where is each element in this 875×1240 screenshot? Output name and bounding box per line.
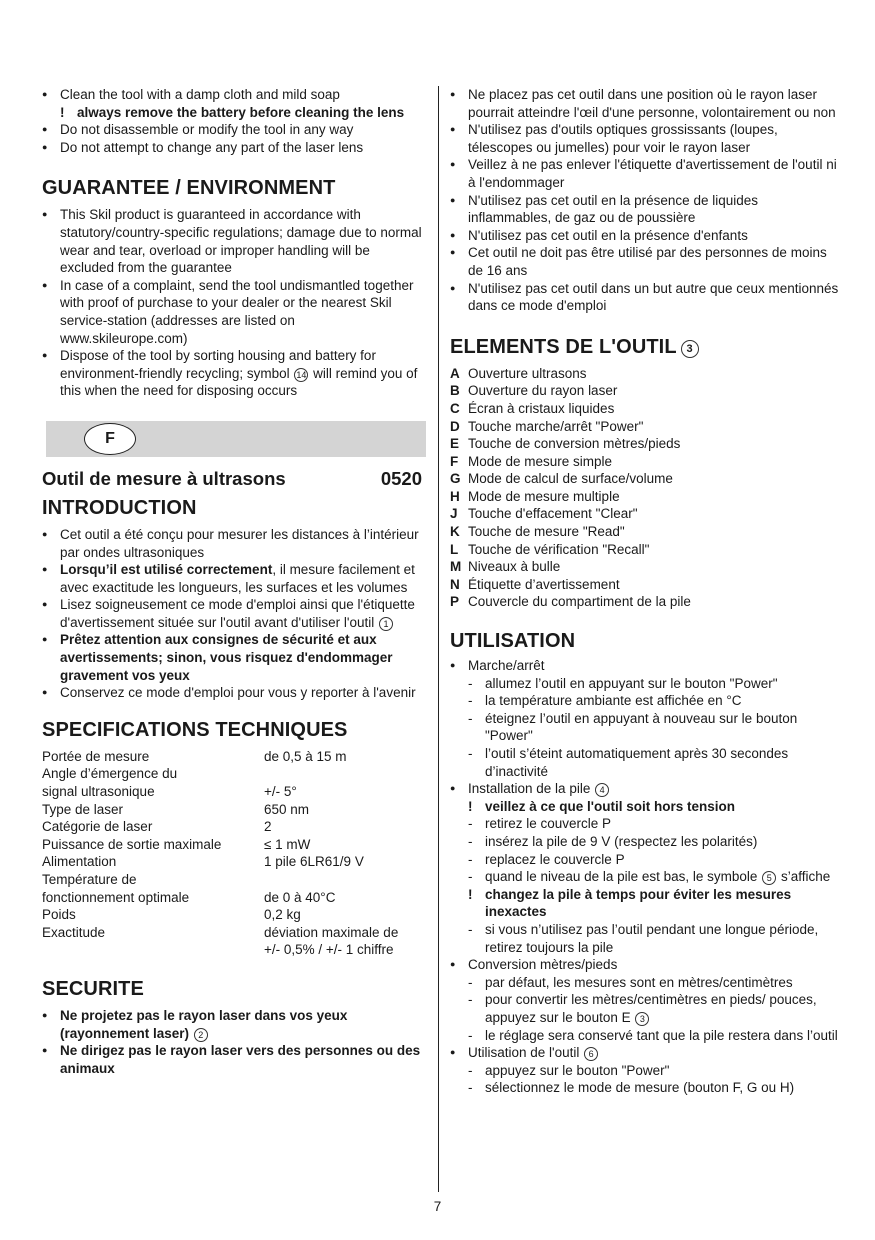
text-span: , il mesure facilement et avec exactitude les longueurs, les surfaces et les volumes bbox=[60, 562, 415, 595]
element-label: Touche de mesure "Read" bbox=[468, 524, 625, 540]
specs-table bbox=[42, 748, 426, 959]
intro-heading: INTRODUCTION bbox=[42, 496, 197, 519]
spec-value: 2 bbox=[264, 819, 272, 835]
warning-item: ! veillez à ce que l'outil soit hors tension bbox=[450, 798, 842, 816]
figure-ref: 5 bbox=[762, 871, 776, 885]
sub-item bbox=[450, 991, 842, 1026]
list-item: ● N'utilisez pas cet outil en la présence d'enfants bbox=[450, 227, 842, 245]
securite-list bbox=[42, 1007, 426, 1077]
spec-label: Alimentation bbox=[42, 854, 117, 870]
spec-value: ≤ 1 mW bbox=[264, 836, 311, 852]
element-label: Mode de mesure multiple bbox=[468, 488, 620, 504]
list-item: ● Cet outil ne doit pas être utilisé par des personnes de moins de 16 ans bbox=[450, 244, 842, 279]
list-item: ● Clean the tool with a damp cloth and mild soap bbox=[42, 86, 426, 104]
list-item: ● Veillez à ne pas enlever l'étiquette d'avertissement de l'outil ni à l'endommager bbox=[450, 156, 842, 191]
list-item: ● Prêtez attention aux consignes de sécurité et aux avertissements; sinon, vous risquez d'endommager gravement vos yeux bbox=[42, 631, 426, 684]
text-span: Utilisation de l'outil bbox=[468, 1045, 580, 1061]
right-column bbox=[450, 86, 842, 1097]
sub-item: - sélectionnez le mode de mesure (bouton F, G ou H) bbox=[450, 1079, 842, 1097]
list-item: ● This Skil product is guaranteed in accordance with statutory/country-specific regulations; damage due to normal wear and tear, overload or improper handling will be excluded from the guarantee bbox=[42, 206, 426, 276]
list-item: ● N'utilisez pas cet outil dans un but autre que ceux mentionnés dans ce mode d'emploi bbox=[450, 280, 842, 315]
element-key: D bbox=[450, 418, 460, 434]
element-key: N bbox=[450, 576, 460, 592]
product-name: Outil de mesure à ultrasons bbox=[42, 467, 286, 489]
list-item bbox=[42, 561, 426, 596]
element-label: Niveaux à bulle bbox=[468, 559, 561, 575]
cleaning-list bbox=[42, 86, 426, 156]
sub-item: - le réglage sera conservé tant que la pile restera dans l’outil bbox=[450, 1027, 842, 1045]
element-key: C bbox=[450, 400, 460, 416]
element-label: Ouverture du rayon laser bbox=[468, 383, 618, 399]
text-bold: Lorsqu’il est utilisé correctement bbox=[60, 562, 273, 578]
sub-item: - appuyez sur le bouton "Power" bbox=[450, 1062, 842, 1080]
spec-value: 1 pile 6LR61/9 V bbox=[264, 854, 364, 870]
sub-item: - éteignez l’outil en appuyant à nouveau sur le bouton "Power" bbox=[450, 710, 842, 745]
spec-value: +/- 5° bbox=[264, 784, 297, 800]
spec-value bbox=[264, 765, 426, 783]
safety-list bbox=[450, 86, 842, 315]
element-label: Mode de mesure simple bbox=[468, 453, 613, 469]
specs-heading: SPECIFICATIONS TECHNIQUES bbox=[42, 718, 348, 741]
spec-label: Température de bbox=[42, 872, 137, 887]
figure-ref: 6 bbox=[584, 1047, 598, 1061]
warning-item: ! changez la pile à temps pour éviter les mesures inexactes bbox=[450, 886, 842, 921]
figure-ref: 3 bbox=[635, 1012, 649, 1026]
figure-ref: 4 bbox=[595, 783, 609, 797]
warning-item: ! always remove the battery before cleaning the lens bbox=[42, 104, 426, 122]
spec-value: +/- 0,5% / +/- 1 chiffre bbox=[264, 942, 394, 958]
sub-item: - si vous n’utilisez pas l’outil pendant une longue période, retirez toujours la pile bbox=[450, 921, 842, 956]
list-item: ● Do not attempt to change any part of the laser lens bbox=[42, 139, 426, 157]
list-item bbox=[450, 1044, 842, 1062]
list-item bbox=[42, 1007, 426, 1042]
element-key: E bbox=[450, 436, 460, 452]
list-item: ● N'utilisez pas d'outils optiques grossissants (loupes, télescopes ou jumelles) pour voir le rayon laser bbox=[450, 121, 842, 156]
sub-item: - allumez l’outil en appuyant sur le bouton "Power" bbox=[450, 675, 842, 693]
spec-label: Catégorie de laser bbox=[42, 819, 153, 835]
element-label: Étiquette d’avertissement bbox=[468, 576, 620, 592]
element-key: K bbox=[450, 524, 460, 540]
utilisation-list bbox=[450, 657, 842, 1097]
element-label: Ouverture ultrasons bbox=[468, 365, 587, 381]
spec-value: 650 nm bbox=[264, 801, 310, 817]
column-divider bbox=[438, 86, 439, 1192]
intro-list bbox=[42, 526, 426, 702]
element-key: G bbox=[450, 471, 461, 487]
text-span: quand le niveau de la pile est bas, le symbole bbox=[485, 869, 758, 885]
list-item: ● Marche/arrêt bbox=[450, 657, 842, 675]
spec-value: déviation maximale de bbox=[264, 924, 399, 940]
figure-ref: 3 bbox=[681, 340, 699, 358]
element-label: Touche de conversion mètres/pieds bbox=[468, 436, 681, 452]
product-title bbox=[42, 467, 422, 491]
left-column bbox=[42, 86, 426, 1077]
figure-ref: 2 bbox=[194, 1028, 208, 1042]
spec-label bbox=[42, 941, 264, 959]
sub-item: - par défaut, les mesures sont en mètres/centimètres bbox=[450, 974, 842, 992]
list-item bbox=[450, 780, 842, 798]
element-label: Mode de calcul de surface/volume bbox=[468, 471, 673, 487]
heading-text: ELEMENTS DE L'OUTIL bbox=[450, 335, 677, 358]
text-span: Ne projetez pas le rayon laser dans vos yeux (rayonnement laser) bbox=[60, 1007, 348, 1041]
list-item: ● In case of a complaint, send the tool undismantled together with proof of purchase to your dealer or the nearest Skil service-station (addresses are listed on www.skileurope.com) bbox=[42, 277, 426, 347]
list-item: ● Conservez ce mode d'emploi pour vous y reporter à l'avenir bbox=[42, 684, 426, 702]
spec-label: Angle d’émergence du bbox=[42, 766, 178, 782]
elements-list bbox=[450, 365, 842, 611]
text-span: will remind you of this when the need for disposing occurs bbox=[60, 365, 418, 399]
sub-item: - insérez la pile de 9 V (respectez les polarités) bbox=[450, 833, 842, 851]
element-label: Écran à cristaux liquides bbox=[468, 400, 615, 416]
guarantee-list bbox=[42, 206, 426, 400]
utilisation-heading: UTILISATION bbox=[450, 630, 576, 653]
language-band bbox=[46, 421, 426, 457]
element-key: M bbox=[450, 559, 462, 575]
spec-value bbox=[264, 871, 426, 889]
element-key: L bbox=[450, 541, 459, 557]
page-number: 7 bbox=[433, 1199, 442, 1214]
spec-label: Poids bbox=[42, 907, 76, 923]
text-span: Dispose of the tool by sorting housing and battery for environment-friendly recycling; symbol bbox=[60, 348, 376, 381]
element-key: A bbox=[450, 365, 460, 381]
figure-ref: 14 bbox=[296, 369, 307, 380]
element-key: P bbox=[450, 594, 460, 610]
list-item bbox=[42, 347, 426, 400]
spec-label: Exactitude bbox=[42, 924, 106, 940]
spec-label: signal ultrasonique bbox=[42, 784, 155, 800]
list-item: ● N'utilisez pas cet outil en la présence de liquides inflammables, de gaz ou de poussière bbox=[450, 192, 842, 227]
spec-value: de 0 à 40°C bbox=[264, 889, 336, 905]
spec-label: Type de laser bbox=[42, 801, 124, 817]
securite-heading: SECURITE bbox=[42, 977, 144, 1000]
list-item: ● Do not disassemble or modify the tool in any way bbox=[42, 121, 426, 139]
guarantee-heading: GUARANTEE / ENVIRONMENT bbox=[42, 177, 336, 200]
list-item bbox=[42, 596, 426, 631]
list-item: ● Ne dirigez pas le rayon laser vers des personnes ou des animaux bbox=[42, 1042, 426, 1077]
product-code: 0520 bbox=[380, 467, 422, 489]
element-key: H bbox=[450, 488, 460, 504]
text-span: pour convertir les mètres/centimètres en pieds/ pouces, appuyez sur le bouton E bbox=[485, 992, 817, 1025]
elements-heading bbox=[450, 335, 842, 359]
spec-label: Portée de mesure bbox=[42, 748, 150, 764]
list-item: ● Ne placez pas cet outil dans une position où le rayon laser pourrait atteindre l'œil d'une personne, volontairement ou non bbox=[450, 86, 842, 121]
spec-value: de 0,5 à 15 m bbox=[264, 748, 347, 764]
figure-ref: 1 bbox=[379, 617, 393, 631]
spec-value: 0,2 kg bbox=[264, 907, 301, 923]
sub-item: - retirez le couvercle P bbox=[450, 815, 842, 833]
element-label: Couvercle du compartiment de la pile bbox=[468, 594, 691, 610]
element-key: F bbox=[450, 453, 459, 469]
element-key: J bbox=[450, 506, 458, 522]
element-key: B bbox=[450, 383, 460, 399]
text-span: Lisez soigneusement ce mode d'emploi ainsi que l'étiquette d'avertissement située sur l'outil avant d'utiliser l'outil bbox=[60, 597, 415, 630]
sub-item: - l’outil s’éteint automatiquement après 30 secondes d’inactivité bbox=[450, 745, 842, 780]
sub-item: - la température ambiante est affichée en °C bbox=[450, 692, 842, 710]
element-label: Touche d'effacement "Clear" bbox=[468, 506, 638, 522]
element-label: Touche de vérification "Recall" bbox=[468, 541, 650, 557]
text-span: s’affiche bbox=[780, 869, 831, 885]
list-item: ● Conversion mètres/pieds bbox=[450, 956, 842, 974]
list-item: ● Cet outil a été conçu pour mesurer les distances à l’intérieur par ondes ultrasoniques bbox=[42, 526, 426, 561]
sub-item: - replacez le couvercle P bbox=[450, 851, 842, 869]
text-span: Installation de la pile bbox=[468, 781, 591, 797]
language-badge: F bbox=[84, 423, 136, 455]
sub-item bbox=[450, 868, 842, 886]
element-label: Touche marche/arrêt "Power" bbox=[468, 418, 644, 434]
spec-label: Puissance de sortie maximale bbox=[42, 836, 222, 852]
spec-label: fonctionnement optimale bbox=[42, 889, 190, 905]
